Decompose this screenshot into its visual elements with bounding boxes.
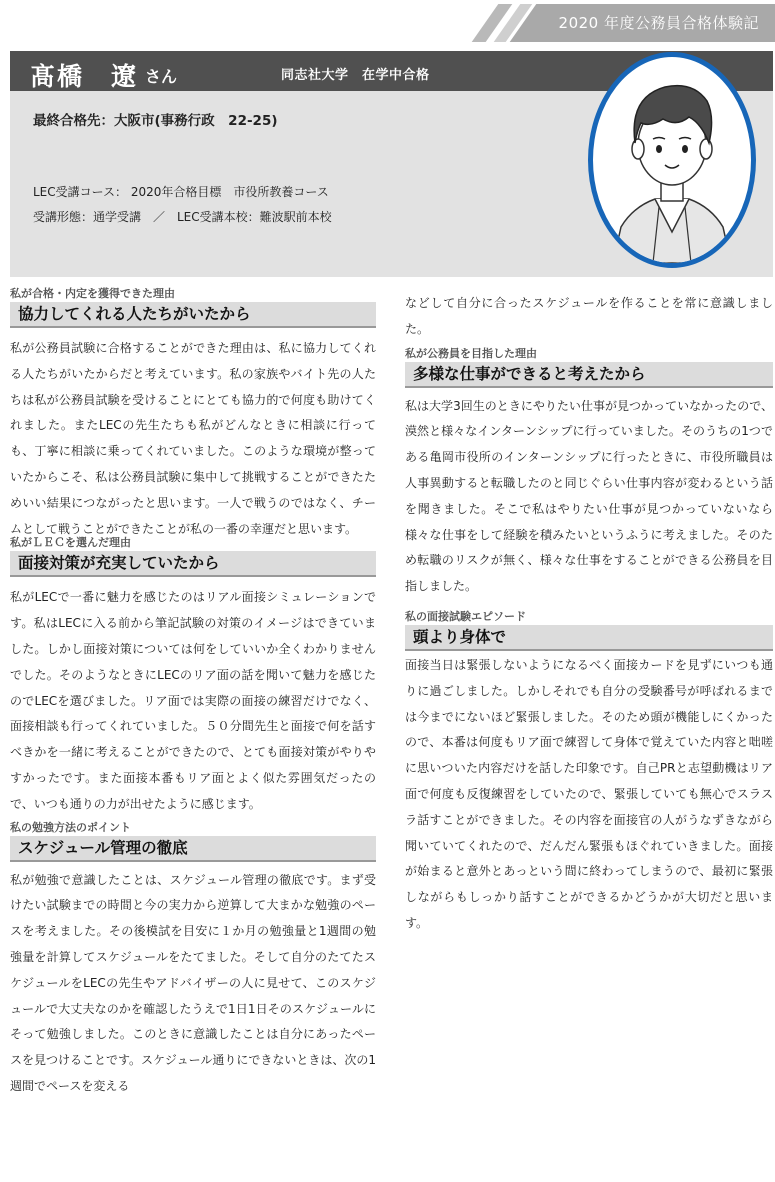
section-body-continued: などして自分に合ったスケジュールを作ることを常に意識しました。 bbox=[405, 296, 773, 336]
section-body: 私は大学3回生のときにやりたい仕事が見つかっていなかったので、漠然と様々なインターンシップに行っていました。そのうちの1つである亀岡市役所のインターンシップに行ったときに、市役所職員は人事異動すると転職したのと同じぐらい仕事内容が変わるという話を聞きました。そこで私はやりたい仕事が見つかっていないなら様々な仕事をして経験を積みたいというふうに考えました。そのため転職のリスクが無く、様々な仕事をすることができる公務員を目指しました。 bbox=[405, 398, 773, 594]
left-column bbox=[10, 287, 376, 1100]
name-suffix: さん bbox=[145, 67, 178, 86]
section-body: 私がLECで一番に魅力を感じたのはリアル面接シミュレーションです。私はLECに入る前から筆記試験の対策のイメージはできていました。しかし面接対策については何をしていいか全くわかりませんでした。そのようなときにLECのリア面の話を聞いて魅力を感じたのでLECを選びました。リア面では実際の面接の練習だけでなく、面接相談も行ってくれていました。５０分間先生と面接で何を話すべきかを一緒に考えることができたので、とても面接対策がやりやすかったです。また面接本番もリア面とよく似た雰囲気だったので、いつも通りの力が出せたように感じます。 bbox=[10, 590, 376, 811]
section-category: 私が合格・内定を獲得できた理由 bbox=[10, 287, 175, 300]
section-heading: 協力してくれる人たちがいたから bbox=[10, 302, 376, 328]
section-heading: 頭より身体で bbox=[405, 625, 773, 651]
section-body: 私が公務員試験に合格することができた理由は、私に協力してくれる人たちがいたからだと考えています。私の家族やバイト先の人たちは私が公務員試験を受けることにとても協力的で何度も助けてくれました。またLECの先生たちも私がどんなときに相談に行っても、丁寧に相談に乗ってくれていました。このような環境が整っていたからこそ、私は公務員試験に集中して挑戦することができたためいい結果につながったと思います。一人で戦うのではなく、チームとして戦うことができたことが私の一番の幸運だと思います。 bbox=[10, 341, 376, 536]
lec-course: LEC受講コース： 2020年合格目標 市役所教養コース bbox=[33, 185, 329, 199]
person-illustration bbox=[593, 57, 751, 263]
section-body: 私が勉強で意識したことは、スケジュール管理の徹底です。まず受けたい試験までの時間と今の実力から逆算して大まかな勉強のペースを考えました。その後模試を目安に１か月の勉強量と1週間の勉強量を計算してスケジュールをたてました。そして自分のたてたスケジュールをLECの先生やアドバイザーの人に見せて、このスケジュールで大丈夫なのかを確認したうえで1日1日そのスケジュールにそって勉強しました。このときに意識したことは自分にあったペースを見つけることです。スケジュール通りにできないときは、次の1週間でペースを変える bbox=[10, 872, 376, 1093]
section-heading: スケジュール管理の徹底 bbox=[10, 836, 376, 862]
section-category: 私の勉強方法のポイント bbox=[10, 820, 131, 834]
year-banner bbox=[485, 4, 775, 42]
section-heading: 多様な仕事ができると考えたから bbox=[405, 362, 773, 388]
section-heading: 面接対策が充実していたから bbox=[10, 551, 376, 577]
person-name: 髙橋 遼 bbox=[30, 62, 139, 91]
avatar bbox=[588, 52, 756, 268]
final-pass-destination: 最終合格先：大阪市(事務行政 22-25) bbox=[33, 113, 278, 129]
section-category: 私が公務員を目指した理由 bbox=[405, 346, 537, 360]
right-column bbox=[405, 291, 773, 937]
section-category: 私がＬＥＣを選んだ理由 bbox=[10, 536, 131, 550]
section-body: 面接当日は緊張しないようになるべく面接カードを見ずにいつも通りに過ごしました。しかしそれでも自分の受験番号が呼ばれるまでは今までにないほど緊張しました。そのため頭が機能しにくかったので、本番は何度もリア面で練習して身体で覚えていた内容と咄嗟に思いついた内容だけを話した印象です。自己PRと志望動機はリア面で何度も反復練習をしていたので、緊張していても無心でスラスラ話すことができました。その内容を面接官の人がうなずきながら聞いていてくれたので、だんだん緊張もほぐれていきました。面接が始まると意外とあっという間に終わってしまうので、最初に緊張しながらもしっかり話すことができるかどうかが大切だと思います。 bbox=[405, 657, 773, 930]
section-category: 私の面接試験エピソード bbox=[405, 609, 526, 623]
study-form: 受講形態：通学受講 ／ LEC受講本校：難波駅前本校 bbox=[33, 210, 332, 224]
banner-title: 2020 年度公務員合格体験記 bbox=[558, 14, 759, 32]
school-status: 同志社大学 在学中合格 bbox=[281, 68, 430, 83]
